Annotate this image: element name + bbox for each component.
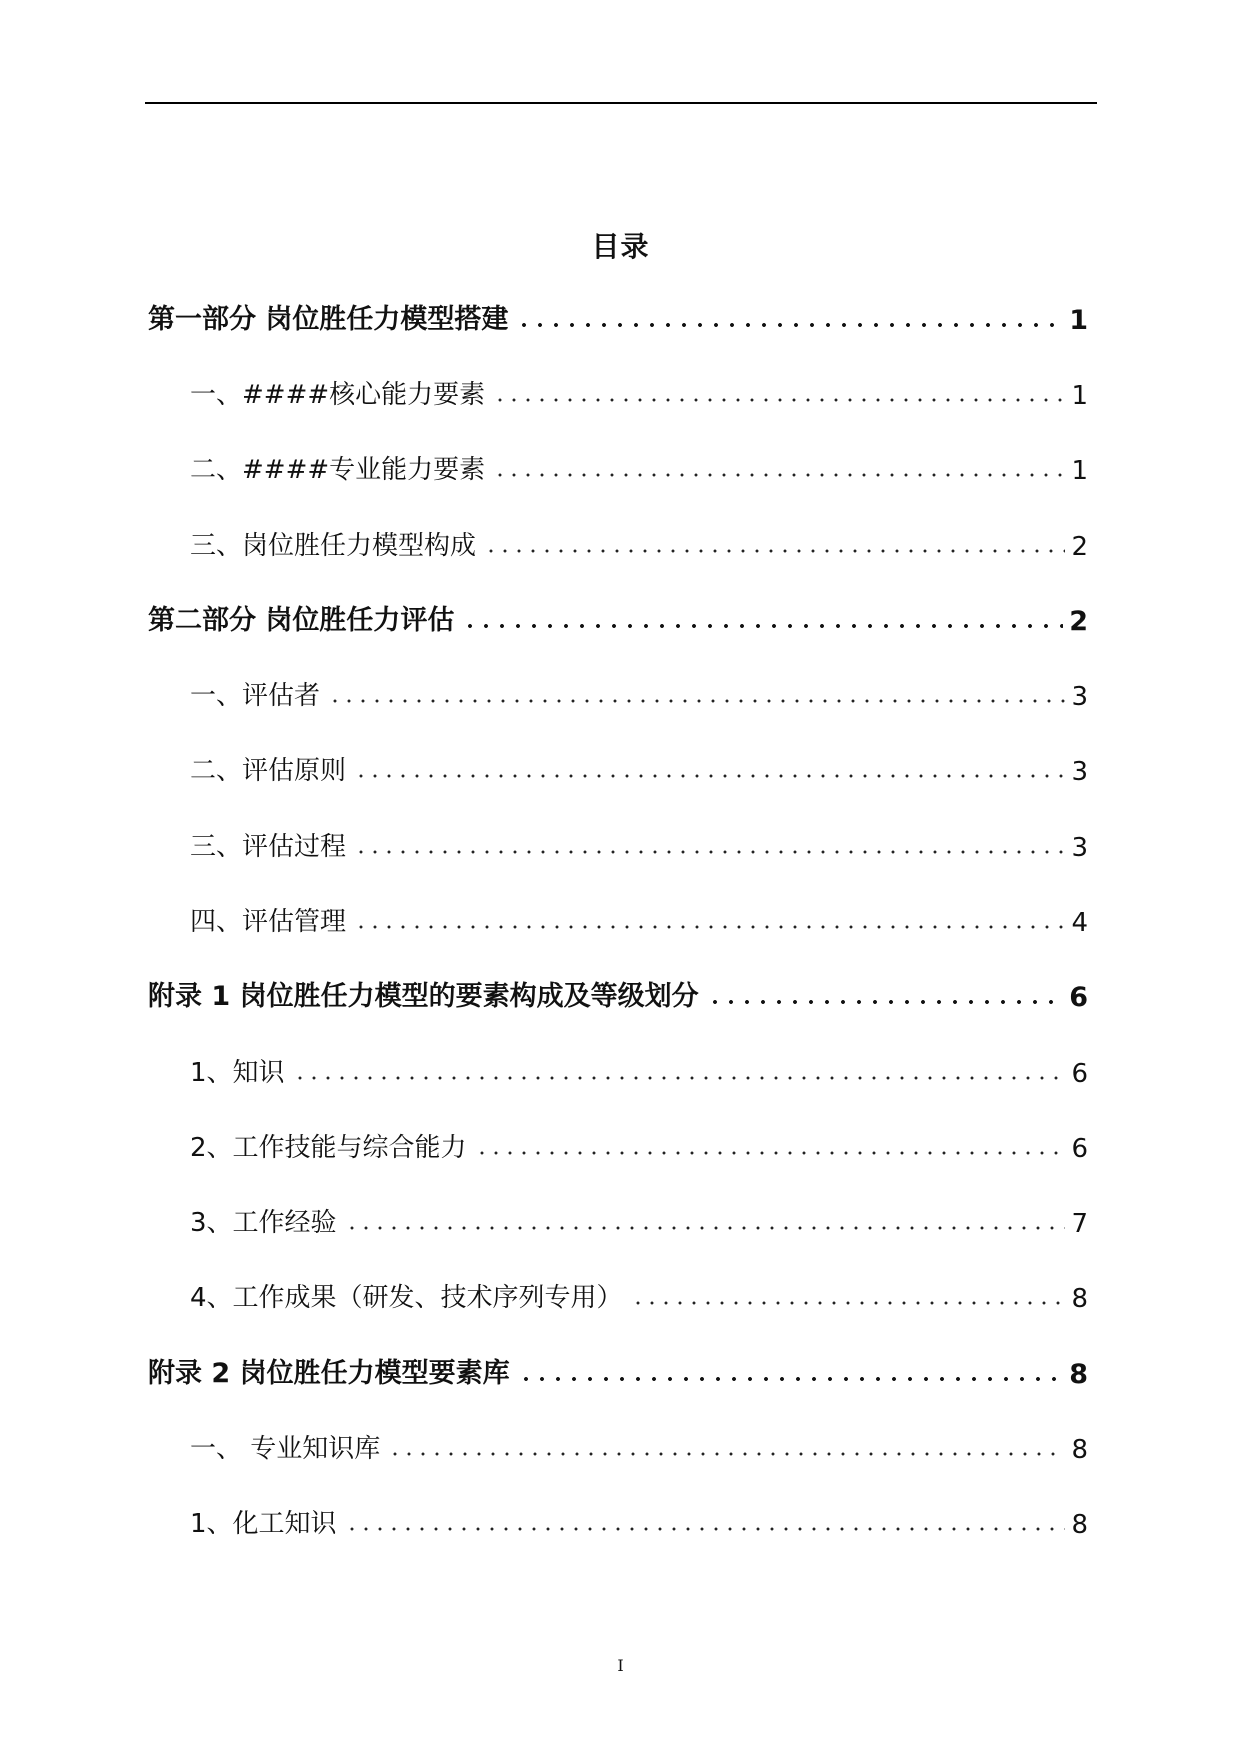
toc-entry-page: 1 [1071,381,1088,411]
dot-leader [631,1300,1066,1306]
toc-entry-page: 7 [1071,1209,1088,1239]
toc-entry-label: 2、工作技能与综合能力 [190,1133,467,1163]
toc-entry-label: 一、####核心能力要素 [190,380,486,410]
toc-entry-page: 2 [1071,532,1088,562]
toc-entry-label: 第二部分 岗位胜任力评估 [148,605,455,636]
dot-leader [516,322,1063,328]
dot-leader [354,849,1065,855]
toc-entry-label: 4、工作成果（研发、技术序列专用） [190,1283,623,1313]
dot-leader [475,1150,1066,1156]
toc-entry-page: 8 [1071,1510,1088,1540]
toc-title: 目录 [591,230,650,263]
toc-entry-page: 8 [1071,1435,1088,1465]
toc-entry-label: 第一部分 岗位胜任力模型搭建 [148,304,509,335]
dot-leader [493,472,1065,478]
toc-entry[interactable] [148,1274,1088,1314]
toc-entry-label: 一、评估者 [190,681,321,711]
dot-leader [328,698,1065,704]
toc-entry[interactable] [148,371,1088,411]
toc-entry-page: 3 [1071,757,1088,787]
toc-entry-label: 附录 1 岗位胜任力模型的要素构成及等级划分 [148,981,699,1012]
toc-entry[interactable] [148,446,1088,486]
toc-entry-page: 6 [1069,982,1088,1013]
toc-entry-label: 1、化工知识 [190,1509,337,1539]
toc-entry[interactable] [148,823,1088,863]
toc-entry-page: 6 [1071,1134,1088,1164]
toc-entry-label: 二、评估原则 [190,756,347,786]
toc-entry-page: 1 [1069,305,1088,336]
dot-leader [707,999,1064,1005]
toc-entry[interactable] [148,1425,1088,1465]
toc-entry-page: 3 [1071,682,1088,712]
toc-entry-label: 三、岗位胜任力模型构成 [190,531,477,561]
dot-leader [293,1075,1066,1081]
dot-leader [518,1376,1064,1382]
toc-entry[interactable] [148,1500,1088,1540]
toc-entry[interactable] [148,296,1088,336]
toc-entry-page: 3 [1071,833,1088,863]
dot-leader [354,924,1065,930]
dot-leader [345,1225,1066,1231]
toc-entry-label: 1、知识 [190,1058,285,1088]
toc-entry-label: 附录 2 岗位胜任力模型要素库 [148,1358,510,1389]
toc-entry-page: 4 [1071,908,1088,938]
dot-leader [462,623,1063,629]
header-rule [145,102,1097,104]
footer-page-number: I [617,1656,624,1675]
toc-entry[interactable] [148,1350,1088,1390]
dot-leader [354,773,1065,779]
toc-entry-page: 8 [1071,1284,1088,1314]
dot-leader [493,397,1065,403]
toc-entry-page: 1 [1071,456,1088,486]
toc-entry[interactable] [148,973,1088,1013]
toc-entry-page: 6 [1071,1059,1088,1089]
dot-leader [388,1451,1065,1457]
toc-entry[interactable] [148,672,1088,712]
toc-entry-label: 四、评估管理 [190,907,347,937]
toc-entry[interactable] [148,1199,1088,1239]
toc-entry-page: 2 [1069,606,1088,637]
dot-leader [345,1526,1066,1532]
toc-entry[interactable] [148,898,1088,938]
toc-entry[interactable] [148,522,1088,562]
toc-entry[interactable] [148,747,1088,787]
toc-entry-label: 3、工作经验 [190,1208,337,1238]
dot-leader [484,548,1065,554]
toc-entry-label: 三、评估过程 [190,832,347,862]
toc-entry-label: 二、####专业能力要素 [190,455,486,485]
toc-entry[interactable] [148,1124,1088,1164]
toc-entry[interactable] [148,597,1088,637]
toc-entry-page: 8 [1069,1359,1088,1390]
toc-entry[interactable] [148,1049,1088,1089]
toc-entry-label: 一、 专业知识库 [190,1434,381,1464]
